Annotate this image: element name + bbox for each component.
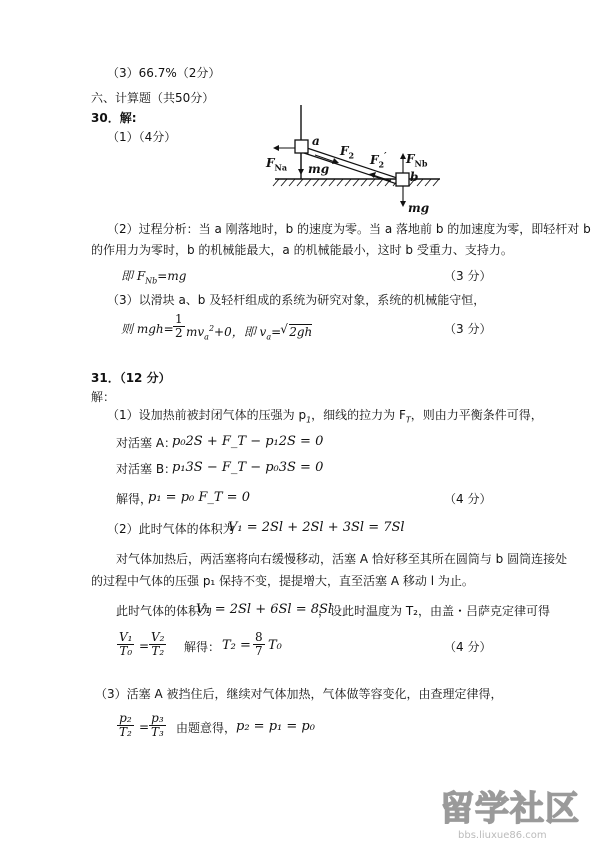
label-f2: $F_2$ — [340, 144, 355, 161]
q31-frac-8-7: $\frac{8}{7}$ — [255, 630, 263, 658]
q31-eq-sign-2: = — [139, 720, 150, 734]
watermark-url: bbs.liuxue86.com — [458, 830, 547, 841]
q31-jie: 解： — [91, 390, 116, 404]
q30-sub2-score: （3 分） — [444, 269, 492, 283]
q30-sub2-eq: 即 $F_{Nb}=mg$ — [121, 269, 187, 286]
q31-line3: 对气体加热后，两活塞将向右缓慢移动，活塞 A 恰好移至其所在圆筒与 b 圆筒连接处 — [116, 552, 568, 566]
label-mg-a: mg — [308, 162, 330, 176]
q31-line2-eq: V₁ = 2Sl + 2Sl + 3Sl = 7Sl — [228, 520, 405, 535]
q30-sub3-eq-pre: 则 mgh= — [121, 322, 174, 336]
q31-eqA-label: 对活塞 A： — [116, 436, 177, 450]
q30-sub2-line2: 的作用力为零时，b 的机械能最大，a 的机械能最小，这时 b 受重力、支持力。 — [91, 243, 513, 257]
q30-sub1: （1）（4分） — [107, 130, 177, 144]
watermark — [440, 790, 600, 848]
watermark-logo: 留学社区 — [440, 789, 580, 829]
section-title: 六、计算题（共50分） — [91, 91, 215, 105]
q31-frac-v1-t0: $\frac{\text{V₁}}{\text{T₀}}$ — [119, 630, 133, 658]
q31-line5-rest: ，设此时温度为 T₂，由盖・吕萨克定律可得 — [318, 604, 550, 618]
label-f-nb: $F_{Nb}$ — [406, 152, 428, 169]
q31-line7-eq: p₂ = p₁ = p₀ — [236, 719, 315, 734]
part3-answer: （3）66.7%（2分） — [107, 66, 221, 80]
q31-line6: （3）活塞 A 被挡住后，继续对气体加热，气体做等容变化，由查理定律得， — [95, 687, 503, 701]
q31-frac-p3-t3: $\frac{\text{p₃}}{\text{T₃}}$ — [151, 711, 164, 739]
q31-line2: （2）此时气体的体积为 — [107, 522, 235, 536]
q31-line1: （1）设加热前被封闭气体的压强为 $p_1$，细线的拉力为 $F_T$，则由力平衡条件可得， — [107, 408, 543, 425]
q31-line5-pre: 此时气体的体积为 — [116, 604, 213, 618]
q31-solve1: p₁ = p₀ F_T = 0 — [148, 490, 250, 505]
q31-solve2-pre: T₂ = — [222, 638, 251, 653]
q31-eq-sign-1: = — [139, 639, 150, 653]
q31-number: 31．（12 分） — [91, 371, 171, 385]
label-mg-b: mg — [408, 201, 430, 215]
q31-eqB-label: 对活塞 B： — [116, 462, 177, 476]
q31-score2: （4 分） — [444, 640, 492, 654]
q31-line5-eq: V₁ = 2Sl + 6Sl = 8Sl — [196, 602, 333, 617]
q31-frac-v2-t2: $\frac{\text{V₂}}{\text{T₂}}$ — [151, 630, 165, 658]
sqrt-symbol: √ — [280, 322, 288, 336]
q31-eqA: p₀2S + F_T − p₁2S = 0 — [172, 434, 324, 449]
label-b: b — [410, 170, 419, 184]
q31-solve1-label: 解得， — [116, 492, 153, 506]
block-b — [396, 173, 409, 186]
q30-sub2-line1: （2）过程分析：当 a 刚落地时，b 的速度为零。当 a 落地前 b 的加速度为零，即轻杆对 b — [107, 222, 591, 236]
q30-sub3-eq-rest: $mv_a^2+0$，即 $v_a=$ √ 2gh — [186, 322, 313, 342]
q30-sub3-frac: $\frac{1}{2}$ — [175, 312, 183, 340]
q31-eqB: p₁3S − F_T − p₀3S = 0 — [172, 460, 324, 475]
block-a — [295, 140, 308, 153]
label-f-na: $F_{Na}$ — [266, 156, 288, 173]
q31-solve2-post: T₀ — [268, 638, 282, 653]
label-a: a — [312, 134, 320, 148]
q31-score1: （4 分） — [444, 492, 492, 506]
q31-line7-mid: 由题意得， — [176, 721, 237, 735]
q30-number: 30．解: — [91, 111, 137, 125]
q30-sub3-score: （3 分） — [444, 322, 492, 336]
sqrt-radicand: √ 2gh — [280, 322, 313, 339]
q30-sub3-line1: （3）以滑块 a、b 及轻杆组成的系统为研究对象，系统的机械能守恒， — [107, 293, 486, 307]
q31-solve2-label: 解得： — [184, 640, 221, 654]
q31-line4: 的过程中气体的压强 p₁ 保持不变，提提增大，直至活塞 A 移动 l 为止。 — [91, 574, 474, 588]
label-f2-prime: $F_2'$ — [370, 152, 387, 170]
q31-frac-p2-t2: $\frac{\text{p₂}}{\text{T₂}}$ — [119, 711, 132, 739]
